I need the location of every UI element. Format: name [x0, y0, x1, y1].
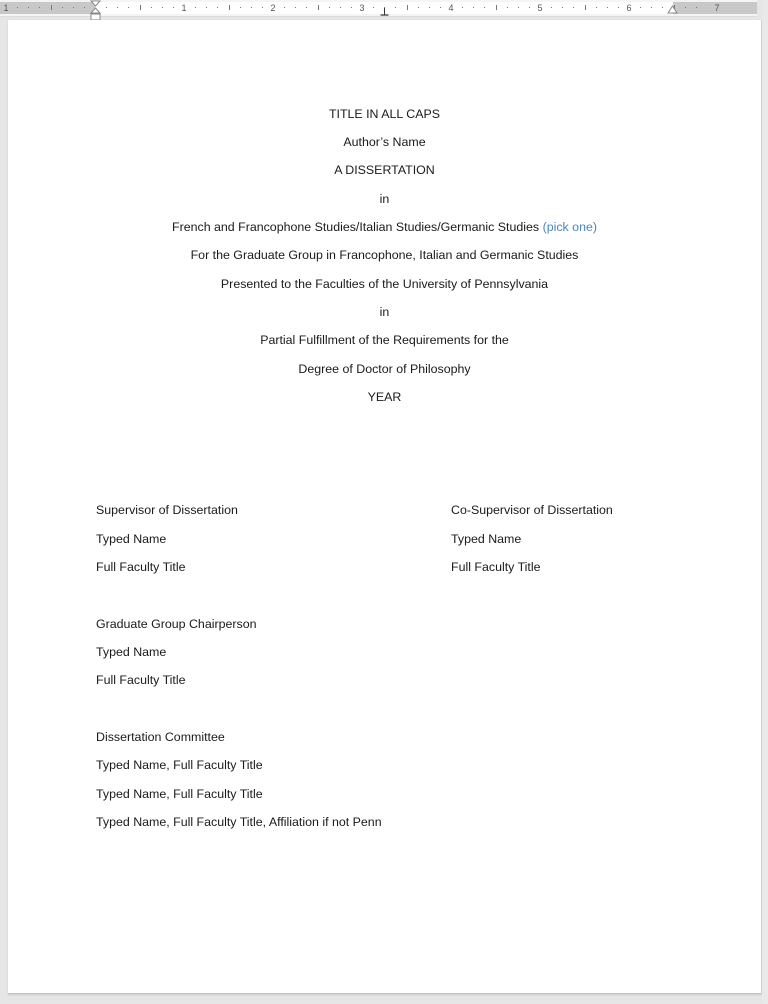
committee-member: Typed Name, Full Faculty Title — [96, 758, 263, 772]
supervisor-title: Full Faculty Title — [96, 560, 186, 574]
ruler-tick — [484, 7, 485, 8]
ruler-tick — [651, 7, 652, 8]
ruler-tick — [128, 7, 129, 8]
ruler-tick — [106, 7, 107, 8]
ruler-tick — [696, 7, 697, 8]
co-supervisor-name: Typed Name — [451, 532, 522, 546]
ruler-tick — [295, 7, 296, 8]
ruler-tick — [340, 7, 341, 8]
dissertation-title: TITLE IN ALL CAPS — [328, 107, 441, 121]
ruler-tick — [440, 7, 441, 8]
ruler-tick — [518, 7, 519, 8]
year-line: YEAR — [367, 390, 402, 404]
ruler-number: 1 — [181, 3, 187, 13]
ruler-tick — [251, 7, 252, 8]
ruler-tick — [507, 7, 508, 8]
co-supervisor-heading: Co-Supervisor of Dissertation — [451, 503, 613, 517]
program-line — [8, 219, 761, 235]
ruler-tick — [229, 5, 230, 10]
ruler-tick — [562, 7, 563, 8]
ruler-tick — [529, 7, 530, 8]
ruler-tick — [39, 7, 40, 8]
document-type: A DISSERTATION — [334, 163, 435, 177]
committee-member: Typed Name, Full Faculty Title, Affiliation if not Penn — [96, 815, 382, 829]
document-page[interactable] — [8, 20, 762, 994]
ruler-tick — [618, 7, 619, 8]
ruler-tick — [262, 7, 263, 8]
ruler-tick — [395, 7, 396, 8]
committee-heading: Dissertation Committee — [96, 730, 225, 744]
pick-one-hint: (pick one) — [542, 220, 597, 234]
ruler-tick — [17, 7, 18, 8]
center-tab-stop-icon[interactable] — [380, 8, 389, 16]
ruler-left-margin — [0, 2, 95, 14]
co-supervisor-title: Full Faculty Title — [451, 560, 541, 574]
ruler-tick — [373, 7, 374, 8]
ruler-number: 5 — [537, 3, 543, 13]
degree-line: Degree of Doctor of Philosophy — [298, 362, 471, 376]
ruler-tick — [173, 7, 174, 8]
ruler-tick — [329, 7, 330, 8]
ruler-tick — [62, 7, 63, 8]
ruler-tick — [585, 5, 586, 10]
ruler-tick — [240, 7, 241, 8]
ruler-tick — [685, 7, 686, 8]
ruler-tick — [662, 7, 663, 8]
horizontal-ruler[interactable] — [0, 0, 757, 17]
program-name: French and Francophone Studies/Italian Studies/Germanic Studies — [172, 220, 540, 234]
ruler-tick — [117, 7, 118, 8]
ruler-tick — [206, 7, 207, 8]
ruler-tick — [306, 7, 307, 8]
author-name: Author’s Name — [343, 135, 426, 149]
committee-member: Typed Name, Full Faculty Title — [96, 787, 263, 801]
ruler-tick — [640, 7, 641, 8]
ruler-tick — [195, 7, 196, 8]
ruler-number: 7 — [714, 3, 720, 13]
ruler-tick — [607, 7, 608, 8]
ruler-tick — [596, 7, 597, 8]
in-connector: in — [379, 192, 390, 206]
ruler-tick — [573, 7, 574, 8]
ruler-tick — [151, 7, 152, 8]
ruler-number: 6 — [626, 3, 632, 13]
ruler-tick — [73, 7, 74, 8]
presented-line: Presented to the Faculties of the University of Pennsylvania — [220, 277, 549, 291]
supervisor-name: Typed Name — [96, 532, 167, 546]
ruler-number: 3 — [359, 3, 365, 13]
ruler-tick — [351, 7, 352, 8]
ruler-tick — [162, 7, 163, 8]
ruler-number: 1 — [3, 3, 9, 13]
ruler-tick — [318, 5, 319, 10]
ruler-tick — [473, 7, 474, 8]
ruler-tick — [51, 5, 52, 10]
ruler-number: 2 — [270, 3, 276, 13]
chairperson-heading: Graduate Group Chairperson — [96, 617, 257, 631]
vertical-scrollbar[interactable] — [762, 0, 768, 1004]
ruler-tick — [407, 5, 408, 10]
ruler-tick — [462, 7, 463, 8]
supervisor-heading: Supervisor of Dissertation — [96, 503, 238, 517]
graduate-group-line: For the Graduate Group in Francophone, Italian and Germanic Studies — [190, 248, 579, 262]
ruler-tick — [284, 7, 285, 8]
ruler-tick — [551, 7, 552, 8]
fulfillment-line: Partial Fulfillment of the Requirements for the — [260, 333, 509, 347]
chairperson-title: Full Faculty Title — [96, 673, 186, 687]
ruler-number: 4 — [448, 3, 454, 13]
right-indent-marker-icon[interactable] — [667, 5, 678, 15]
ruler-tick — [84, 7, 85, 8]
ruler-tick — [496, 5, 497, 10]
chairperson-name: Typed Name — [96, 645, 167, 659]
ruler-tick — [217, 7, 218, 8]
in-connector: in — [379, 305, 390, 319]
ruler-tick — [28, 7, 29, 8]
ruler-tick — [418, 7, 419, 8]
ruler-tick — [429, 7, 430, 8]
ruler-tick — [140, 5, 141, 10]
first-line-indent-marker-icon[interactable] — [90, 0, 101, 22]
